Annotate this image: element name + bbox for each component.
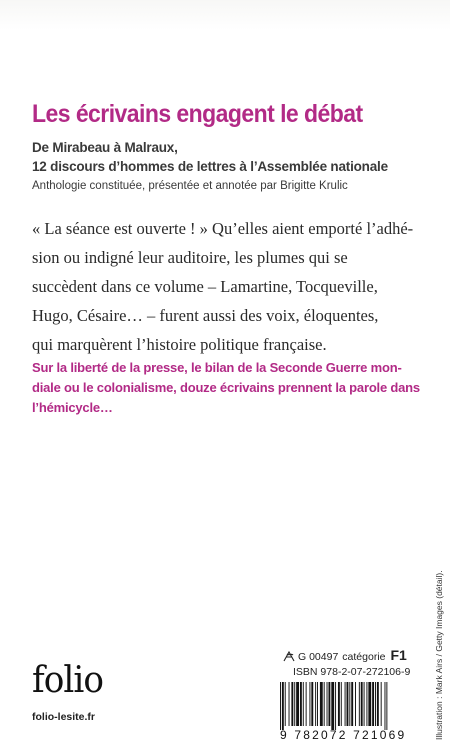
barcode	[278, 682, 426, 730]
summary-line: succèdent dans ce volume – Lamartine, Tocqueville,	[32, 277, 378, 296]
summary-line: « La séance est ouverte ! » Qu’elles aient emporté l’adhé-	[32, 219, 414, 238]
barcode-bar	[291, 682, 293, 726]
highlight-blurb	[32, 358, 424, 418]
folio-glyph-icon	[283, 650, 295, 662]
subtitle-line: 12 discours d’hommes de lettres à l’Assemblée nationale	[32, 159, 388, 174]
barcode-bar	[381, 682, 382, 726]
folio-logo: folio	[32, 660, 103, 701]
barcode-bar	[355, 682, 356, 726]
book-subtitle	[32, 138, 422, 176]
barcode-bar	[328, 682, 330, 726]
barcode-bar	[282, 682, 284, 730]
barcode-bar	[338, 682, 340, 726]
barcode-bar	[335, 682, 336, 730]
barcode-bar	[320, 682, 323, 726]
summary-line: qui marquèrent l’histoire politique française.	[32, 335, 327, 354]
barcode-bar	[349, 682, 350, 726]
barcode-bar	[294, 682, 295, 726]
blurb-line: Sur la liberté de la presse, le bilan de la Seconde Guerre mon-	[32, 360, 402, 375]
barcode-bar	[385, 682, 386, 730]
barcode-bar	[285, 682, 286, 726]
category-label: catégorie	[342, 651, 386, 663]
illustration-credit: Illustration : Mark Airs / Getty Images (détail).	[434, 570, 444, 740]
barcode-bar	[361, 682, 363, 726]
summary-line: sion ou indigné leur auditoire, les plumes qui se	[32, 248, 348, 267]
barcode-bar	[341, 682, 342, 726]
barcode-bar	[309, 682, 310, 726]
blurb-line: diale ou le colonialisme, douze écrivains prennent la parole dans	[32, 380, 420, 395]
barcode-bar	[289, 682, 290, 726]
editor-credit: Anthologie constituée, présentée et annotée par Brigitte Krulic	[32, 180, 348, 192]
barcode-bar	[372, 682, 374, 726]
barcode-bar	[324, 682, 325, 726]
product-code-line	[283, 647, 423, 663]
barcode-bar	[347, 682, 349, 726]
barcode-bar	[280, 682, 281, 730]
barcode-bar	[345, 682, 346, 726]
barcode-bar	[300, 682, 302, 726]
summary-line: Hugo, Césaire… – furent aussi des voix, éloquentes,	[32, 306, 379, 325]
barcode-bar	[375, 682, 376, 726]
summary-text	[32, 214, 424, 359]
product-code: G 00497	[298, 651, 339, 663]
barcode-bar	[303, 682, 304, 726]
isbn: ISBN 978-2-07-272106-9	[293, 666, 411, 678]
barcode-bar	[377, 682, 379, 726]
publisher-website: folio-lesite.fr	[32, 711, 96, 723]
barcode-bar	[351, 682, 353, 726]
barcode-bar	[296, 682, 299, 726]
barcode-bar	[364, 682, 365, 726]
category-value: F1	[390, 647, 407, 663]
barcode-bar	[306, 682, 307, 726]
barcode-bar	[359, 682, 360, 726]
barcode-bar	[331, 682, 334, 730]
barcode-bar	[366, 682, 367, 726]
barcode-bar	[327, 682, 328, 726]
barcode-bar	[368, 682, 371, 726]
barcode-bar	[317, 682, 318, 726]
barcode-bar	[311, 682, 313, 726]
subtitle-line: De Mirabeau à Malraux,	[32, 140, 178, 155]
barcode-bar	[315, 682, 316, 726]
book-title: Les écrivains engagent le débat	[32, 100, 363, 128]
blurb-line: l’hémicycle…	[32, 400, 113, 415]
barcode-digits: 9 782072 721069	[280, 728, 407, 742]
barcode-bar	[386, 682, 387, 730]
